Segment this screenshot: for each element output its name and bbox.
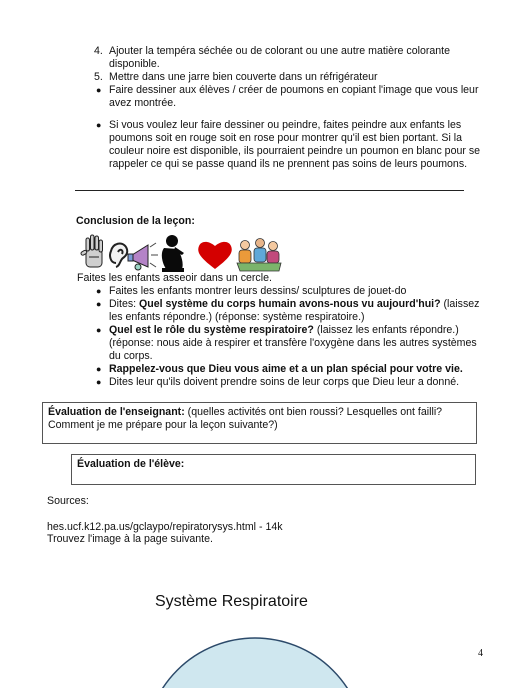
horizontal-rule xyxy=(75,190,464,191)
bullet-dot: ● xyxy=(96,364,102,374)
diagram-title: Système Respiratoire xyxy=(155,593,308,610)
conclusion-bullet-cont: les enfants répondre.) (réponse: système respiratoire.) xyxy=(109,311,365,323)
bullet-dot: ● xyxy=(96,325,102,335)
conclusion-bullet: Rappelez-vous que Dieu vous aime et a un plan spécial pour votre vie. xyxy=(109,363,463,375)
sources-label: Sources: xyxy=(47,495,89,507)
bullet-dot: ● xyxy=(96,286,102,296)
conclusion-bullet: Dites leur qu'ils doivent prendre soins de leur corps que Dieu leur a donné. xyxy=(109,376,460,388)
teacher-evaluation-text: Évaluation de l'enseignant: (quelles activités ont bien roussi? Lesquelles ont failli? xyxy=(48,406,443,418)
conclusion-heading: Conclusion de la leçon: xyxy=(76,215,195,227)
paragraph-line: poumons soit en rouge soit en rose pour montrer qu'il est bien portant. Si la xyxy=(109,132,462,144)
step-text: avez montrée. xyxy=(109,97,177,109)
student-evaluation-label: Évaluation de l'élève: xyxy=(77,458,185,470)
conclusion-bullet: Faites les enfants montrer leurs dessins/ sculptures de jouet-do xyxy=(109,285,407,297)
conclusion-bullet: Quel est le rôle du système respiratoire? (laissez les enfants répondre.) xyxy=(109,324,459,336)
sources-note: Trouvez l'image à la page suivante. xyxy=(47,533,213,545)
step-text: disponible. xyxy=(109,58,160,70)
conclusion-bullet: Dites: Quel système du corps humain avons-nous vu aujourd'hui? (laissez xyxy=(109,298,480,310)
step-text: Ajouter la tempéra séchée ou de colorant ou une autre matière colorante xyxy=(109,45,450,57)
step-text: Mettre dans une jarre bien couverte dans un réfrigérateur xyxy=(109,71,378,83)
respiratory-diagram-outline xyxy=(140,628,370,688)
paragraph-line: Si vous voulez leur faire dessiner ou peindre, faites peindre aux enfants les xyxy=(109,119,462,131)
conclusion-icons xyxy=(80,233,290,275)
heart-icon xyxy=(198,242,232,269)
praying-person-icon xyxy=(162,235,184,272)
megaphone-icon xyxy=(128,243,158,270)
teacher-evaluation-text-cont: Comment je me prépare pour la leçon suivante?) xyxy=(48,419,278,431)
step-number: 4. xyxy=(94,45,103,57)
children-group-icon xyxy=(237,239,281,272)
step-text: Faire dessiner aux élèves / créer de poumons en copiant l'image que vous leur xyxy=(109,84,479,96)
paragraph-line: rappeler ce qui se passe quand ils ne prennent pas soins de leurs poumons. xyxy=(109,158,468,170)
conclusion-intro: Faites les enfants asseoir dans un cercle. xyxy=(77,272,272,284)
paragraph-line: couleur noire est disponible, ils pourraient peindre un poumon en blanc pour se xyxy=(109,145,481,157)
bullet-dot: ● xyxy=(96,377,102,387)
bullet-dot: ● xyxy=(96,120,102,130)
conclusion-bullet-cont: (réponse: nous aide à respirer et transfère l'oxygène dans les autres systèmes xyxy=(109,337,477,349)
bullet-dot: ● xyxy=(96,85,102,95)
conclusion-bullet-cont: du corps. xyxy=(109,350,153,362)
hand-icon xyxy=(80,235,102,267)
page-number: 4 xyxy=(478,648,483,659)
step-number: 5. xyxy=(94,71,103,83)
sources-url: hes.ucf.k12.pa.us/gclaypo/repiratorysys.html - 14k xyxy=(47,521,283,533)
ear-icon xyxy=(110,244,127,267)
bullet-dot: ● xyxy=(96,299,102,309)
diagram-bubble xyxy=(145,638,365,688)
